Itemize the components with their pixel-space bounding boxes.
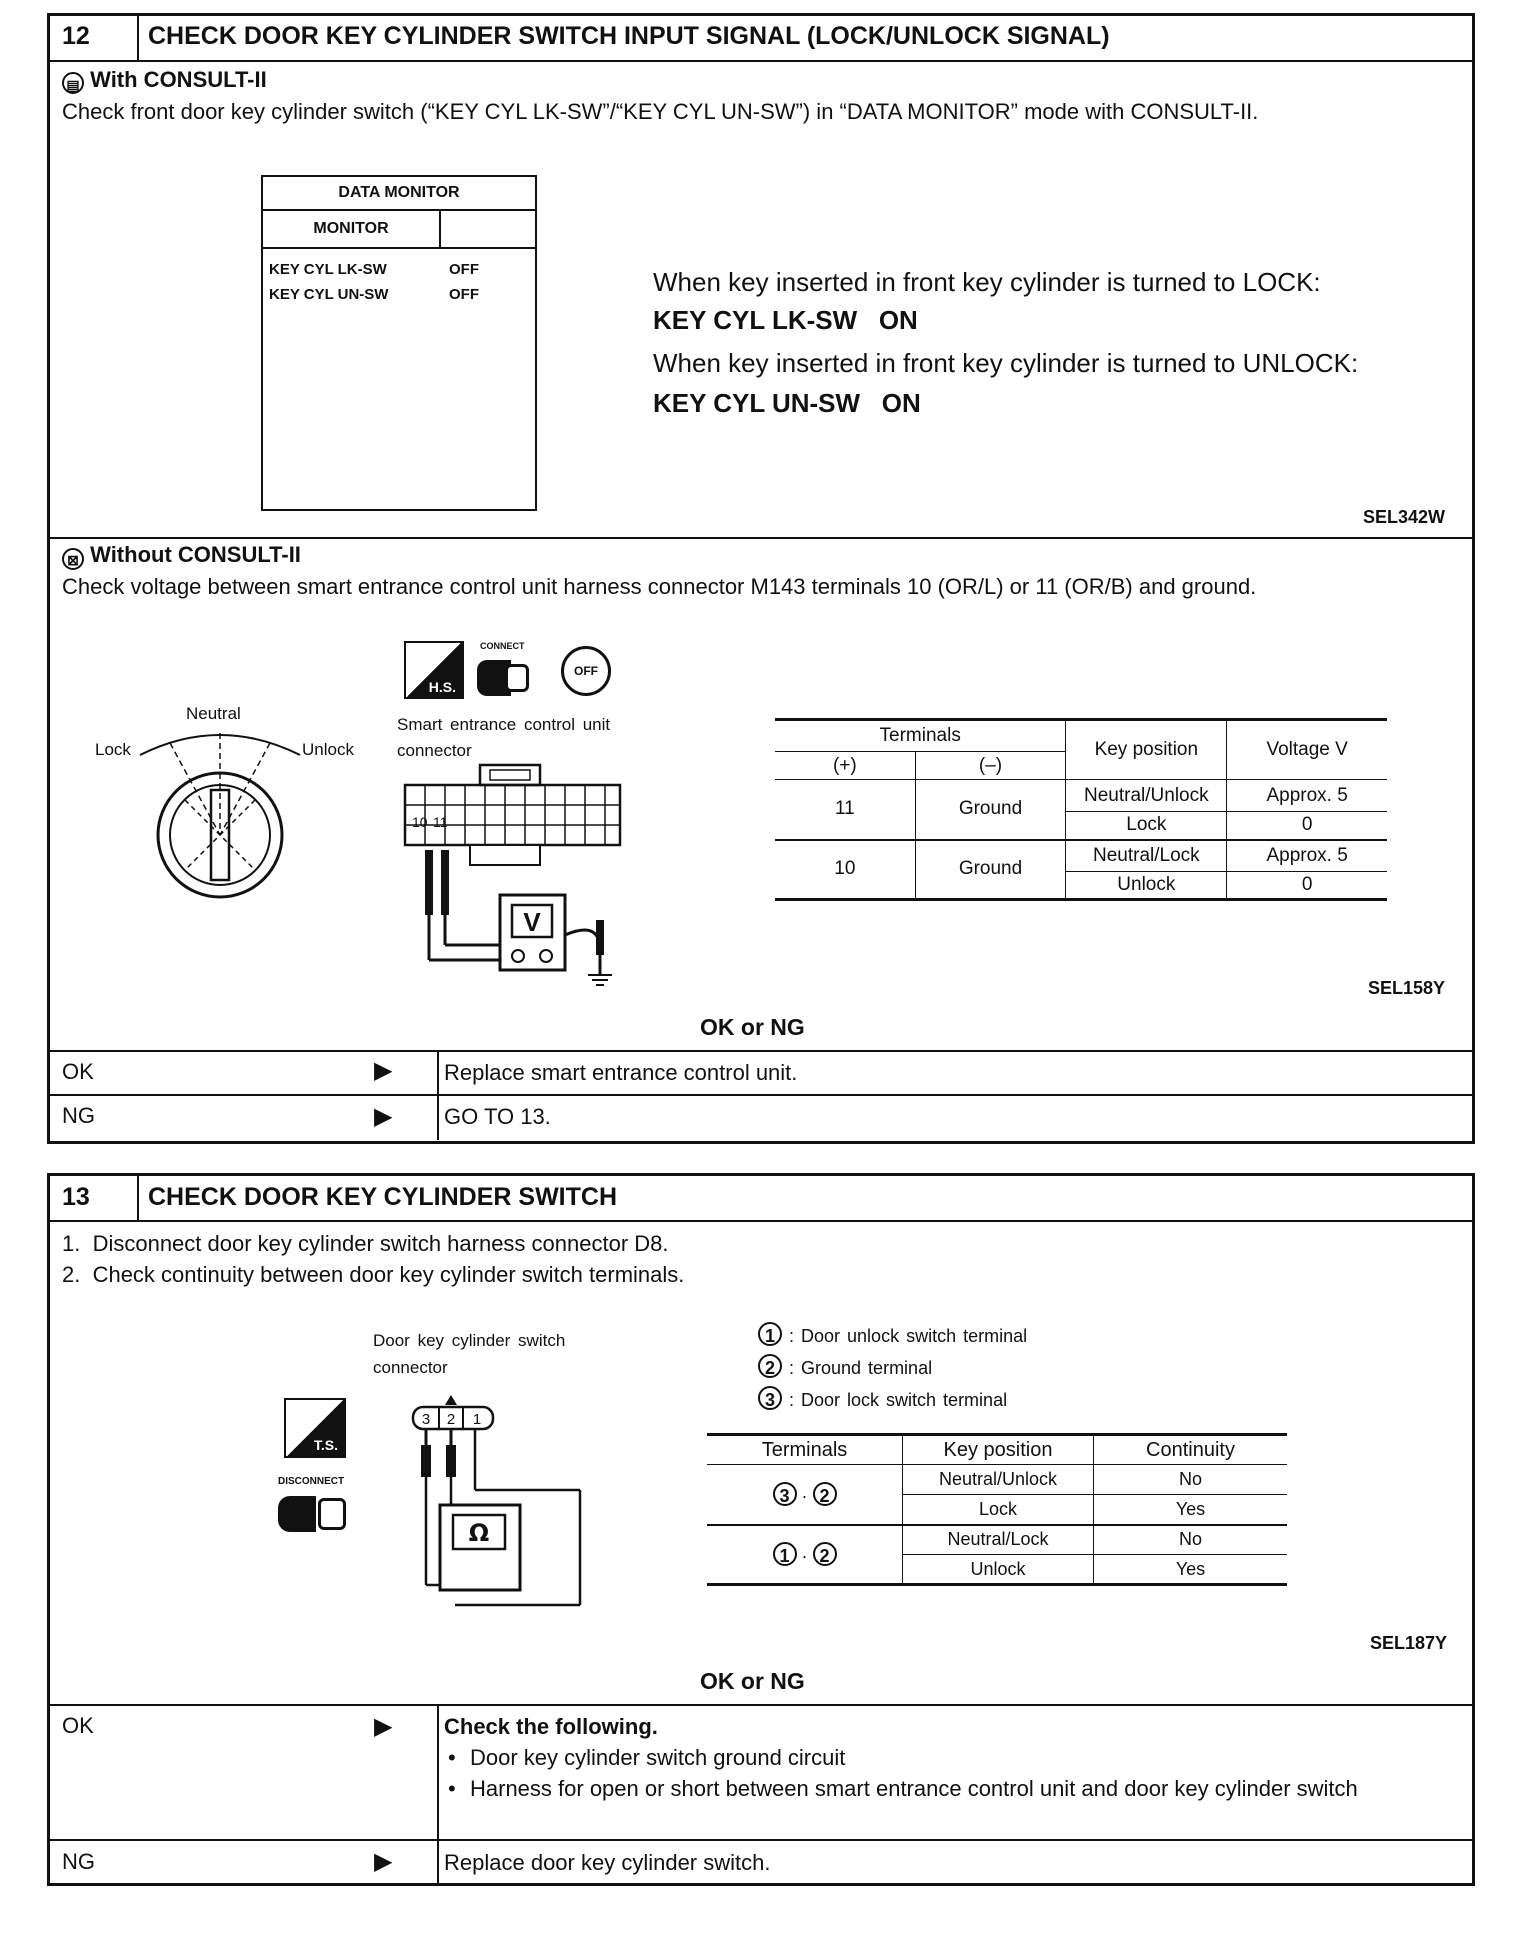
ohm-symbol: Ω	[468, 1519, 490, 1547]
voltmeter-symbol: V	[523, 907, 541, 937]
consult-icon: ▤	[62, 72, 84, 94]
result-divider	[47, 1839, 1475, 1841]
continuity-check-diagram	[405, 1395, 605, 1625]
cell-voltage: Approx. 5	[1227, 780, 1387, 812]
cell-voltage: 0	[1227, 812, 1387, 840]
cell-continuity: No	[1094, 1465, 1288, 1495]
label-neutral: Neutral	[186, 704, 241, 723]
key-cylinder-diagram	[120, 725, 320, 915]
disconnect-label: DISCONNECT	[278, 1476, 345, 1487]
with-consult-body: Check front door key cylinder switch (“KEY CYL LK-SW”/“KEY CYL UN-SW”) in “DATA MONITOR” mode with CONSULT-II.	[62, 99, 1259, 124]
connector-label: Smart entrance control unit connector	[397, 715, 611, 760]
arrow-right-icon: ▶	[374, 1713, 393, 1740]
pin-label: 1	[472, 1411, 482, 1428]
th-terminals: Terminals	[707, 1435, 903, 1465]
step13-instruction-2: 2. Check continuity between door key cylinder switch terminals.	[62, 1262, 685, 1287]
door-connector-label: Door key cylinder switch connector	[373, 1331, 566, 1377]
arrow-right-icon: ▶	[374, 1103, 393, 1130]
pin-10-label: 10	[412, 814, 428, 830]
cell-key-position: Unlock	[1066, 872, 1227, 900]
section-divider	[47, 537, 1475, 539]
result-divider	[47, 1050, 1475, 1052]
data-monitor-title: DATA MONITOR	[263, 177, 535, 211]
monitor-row-name: KEY CYL LK-SW	[269, 261, 387, 278]
cell-terminal-pair: 3 · 2	[707, 1465, 903, 1525]
ng-action-13: Replace door key cylinder switch.	[444, 1850, 771, 1875]
pin-label: 3	[421, 1411, 431, 1428]
without-consult-heading: ⊠ Without CONSULT-II	[62, 541, 301, 570]
th-voltage: Voltage V	[1227, 720, 1387, 780]
pin-label: 2	[446, 1411, 456, 1428]
ok-label-13: OK	[62, 1713, 94, 1738]
ok-heading-13: Check the following.	[444, 1714, 658, 1739]
cell-voltage: Approx. 5	[1227, 840, 1387, 872]
cell-terminal-plus: 11	[775, 780, 915, 840]
step13-title: CHECK DOOR KEY CYLINDER SWITCH	[148, 1183, 618, 1211]
label-lock: Lock	[95, 740, 131, 759]
without-consult-body: Check voltage between smart entrance control unit harness connector M143 terminals 10 (OR/L) or 11 (OR/B) and ground.	[62, 574, 1257, 599]
terminal-legend	[758, 1320, 1027, 1416]
step13-number: 13	[62, 1183, 90, 1211]
step12-title: CHECK DOOR KEY CYLINDER SWITCH INPUT SIGNAL (LOCK/UNLOCK SIGNAL)	[148, 22, 1110, 50]
cell-key-position: Neutral/Unlock	[903, 1465, 1094, 1495]
cell-continuity: Yes	[1094, 1495, 1288, 1525]
data-monitor-col: MONITOR	[263, 211, 441, 247]
step13-instruction-1: 1. Disconnect door key cylinder switch harness connector D8.	[62, 1231, 669, 1256]
legend-item: 3 : Door lock switch terminal	[758, 1384, 1027, 1416]
th-key-position: Key position	[1066, 720, 1227, 780]
cell-key-position: Unlock	[903, 1555, 1094, 1585]
monitor-row-name: KEY CYL UN-SW	[269, 286, 389, 303]
step12-header-rule	[47, 60, 1475, 62]
step13-num-divider	[137, 1173, 139, 1221]
step12-num-divider	[137, 13, 139, 61]
pin-11-label: 11	[433, 814, 448, 830]
continuity-spec-table	[707, 1433, 1287, 1586]
ok-or-ng-13: OK or NG	[700, 1668, 805, 1694]
lock-text: When key inserted in front key cylinder is turned to LOCK:	[653, 267, 1321, 297]
th-minus: (–)	[915, 752, 1066, 780]
arrow-right-icon: ▶	[374, 1848, 393, 1875]
cell-voltage: 0	[1227, 872, 1387, 900]
arrow-right-icon: ▶	[374, 1057, 393, 1084]
ignition-off-icon: OFF	[561, 646, 611, 696]
ok-item: • Door key cylinder switch ground circuit • Harness for open or short between smart entrance control unit and door key cylinder switch	[448, 1745, 1358, 1801]
legend-item: 2 : Ground terminal	[758, 1352, 1027, 1384]
circled-number: 2	[758, 1354, 782, 1378]
legend-item: 1 : Door unlock switch terminal	[758, 1320, 1027, 1352]
ref-sel158y: SEL158Y	[1368, 978, 1446, 998]
unlock-result: KEY CYL UN-SW ON	[653, 388, 921, 418]
circled-number: 3	[758, 1386, 782, 1410]
cell-terminal-pair: 1 · 2	[707, 1525, 903, 1585]
circled-number: 1	[758, 1322, 782, 1346]
step13-header-rule	[47, 1220, 1475, 1222]
th-key-position: Key position	[903, 1435, 1094, 1465]
bullet-icon: •	[448, 1776, 456, 1801]
monitor-row-value: OFF	[449, 261, 479, 278]
th-plus: (+)	[775, 752, 915, 780]
no-consult-icon: ⊠	[62, 548, 84, 570]
monitor-row-value: OFF	[449, 286, 479, 303]
unlock-text: When key inserted in front key cylinder is turned to UNLOCK:	[653, 348, 1359, 378]
cell-terminal-plus: 10	[775, 840, 915, 900]
cell-key-position: Neutral/Lock	[903, 1525, 1094, 1555]
ng-label-13: NG	[62, 1849, 95, 1874]
ref-sel187y: SEL187Y	[1370, 1633, 1448, 1653]
cell-terminal-minus: Ground	[915, 840, 1066, 900]
ts-icon: T.S.	[284, 1398, 346, 1458]
step12-number: 12	[62, 22, 90, 50]
ng-action-12: GO TO 13.	[444, 1104, 551, 1129]
cell-key-position: Neutral/Unlock	[1066, 780, 1227, 812]
cell-key-position: Lock	[1066, 812, 1227, 840]
result-col-divider	[437, 1050, 439, 1140]
ok-label-12: OK	[62, 1059, 94, 1084]
label-unlock: Unlock	[302, 740, 354, 759]
voltage-check-diagram	[400, 760, 650, 990]
ref-sel342w: SEL342W	[1363, 507, 1446, 527]
ok-or-ng-12: OK or NG	[700, 1014, 805, 1040]
result-col-divider	[437, 1704, 439, 1884]
result-divider	[47, 1704, 1475, 1706]
voltage-spec-table	[775, 718, 1387, 901]
cell-key-position: Neutral/Lock	[1066, 840, 1227, 872]
connector-plug-icon	[477, 656, 535, 698]
ok-action-12: Replace smart entrance control unit.	[444, 1060, 798, 1085]
ng-label-12: NG	[62, 1103, 95, 1128]
cell-continuity: No	[1094, 1525, 1288, 1555]
result-divider	[47, 1094, 1475, 1096]
cell-terminal-minus: Ground	[915, 780, 1066, 840]
cell-key-position: Lock	[903, 1495, 1094, 1525]
th-terminals: Terminals	[775, 720, 1066, 752]
data-monitor-box	[261, 175, 537, 511]
cell-continuity: Yes	[1094, 1555, 1288, 1585]
disconnect-plug-icon	[278, 1492, 350, 1536]
connect-label: CONNECT	[480, 641, 525, 651]
bullet-icon: •	[448, 1745, 456, 1770]
lock-result: KEY CYL LK-SW ON	[653, 305, 918, 335]
th-continuity: Continuity	[1094, 1435, 1288, 1465]
hs-icon: H.S.	[404, 641, 464, 699]
with-consult-heading: ▤ With CONSULT-II	[62, 66, 267, 94]
